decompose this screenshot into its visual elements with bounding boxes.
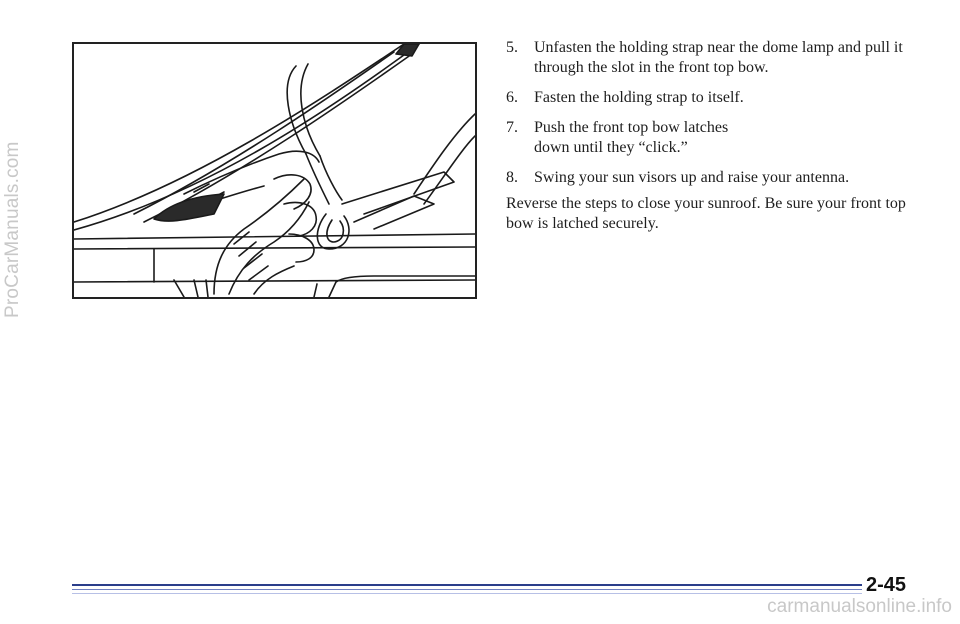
side-watermark: ProCarManuals.com <box>2 141 23 319</box>
footer-rule <box>72 589 862 590</box>
sunroof-strap-illustration <box>72 42 477 299</box>
step-number: 8. <box>506 169 518 186</box>
step-item <box>506 88 906 108</box>
page-number: 2-45 <box>866 574 907 596</box>
step-item <box>506 38 906 78</box>
footer-rule <box>72 593 862 594</box>
step-text: Swing your sun visors up and raise your antenna. <box>534 169 850 186</box>
illustration-drawing <box>74 44 475 297</box>
step-item <box>506 168 906 188</box>
step-text: Push the front top bow latches down until they “click.” <box>534 119 729 156</box>
closing-paragraph: Reverse the steps to close your sunroof. Be sure your front top bow is latched securely. <box>506 195 906 232</box>
step-number: 6. <box>506 89 518 106</box>
instruction-steps <box>506 38 906 198</box>
step-number: 5. <box>506 39 518 56</box>
step-text: Unfasten the holding strap near the dome lamp and pull it through the slot in the front top bow. <box>534 39 903 76</box>
footer-rule <box>72 584 862 586</box>
step-text: Fasten the holding strap to itself. <box>534 89 744 106</box>
step-item <box>506 118 906 158</box>
step-number: 7. <box>506 119 518 136</box>
bottom-watermark: carmanualsonline.info <box>767 596 952 617</box>
